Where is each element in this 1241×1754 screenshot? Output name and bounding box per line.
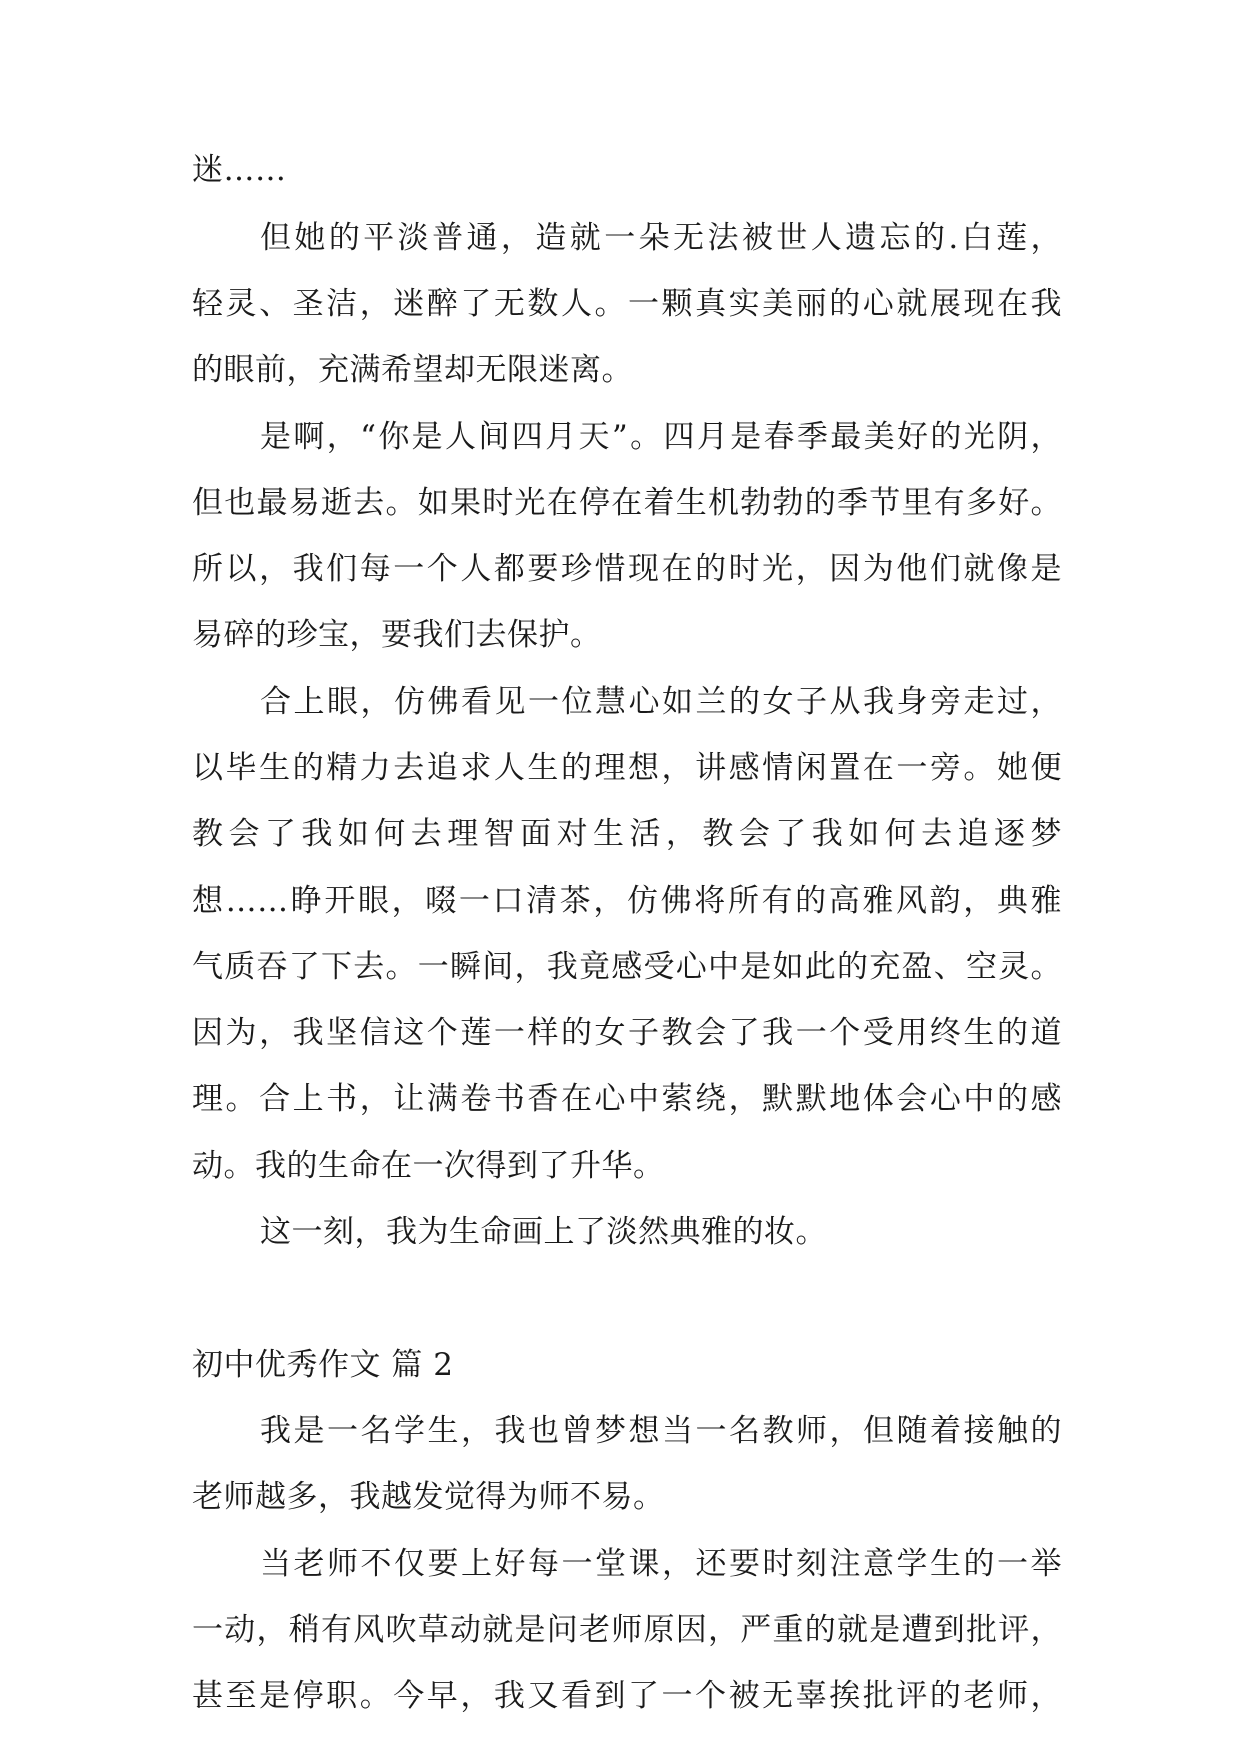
text-line: 因为，我坚信这个莲一样的女子教会了我一个受用终生的道 — [192, 1015, 1062, 1051]
text-line: 但也最易逝去。如果时光在停在着生机勃勃的季节里有多好。 — [192, 485, 1062, 521]
text-line: 我是一名学生，我也曾梦想当一名教师，但随着接触的 — [260, 1413, 1062, 1449]
text-line: 但她的平淡普通，造就一朵无法被世人遗忘的.白莲， — [260, 220, 1062, 256]
text-line: 迷…… — [192, 152, 287, 188]
text-line: 是啊，“你是人间四月天”。四月是春季最美好的光阴， — [260, 419, 1062, 455]
text-line: 想……睁开眼，啜一口清茶，仿佛将所有的高雅风韵，典雅 — [192, 883, 1062, 919]
text-line: 甚至是停职。今早，我又看到了一个被无辜挨批评的老师， — [192, 1678, 1062, 1714]
section-heading: 初中优秀作文 篇 2 — [192, 1347, 454, 1383]
text-line: 一动，稍有风吹草动就是问老师原因，严重的就是遭到批评， — [192, 1612, 1062, 1648]
text-line: 理。合上书，让满卷书香在心中萦绕，默默地体会心中的感 — [192, 1081, 1062, 1117]
text-line: 这一刻，我为生命画上了淡然典雅的妆。 — [260, 1214, 827, 1250]
text-line: 教会了我如何去理智面对生活，教会了我如何去追逐梦 — [192, 816, 1062, 852]
text-line: 以毕生的精力去追求人生的理想，讲感情闲置在一旁。她便 — [192, 750, 1062, 786]
text-line: 气质吞了下去。一瞬间，我竟感受心中是如此的充盈、空灵。 — [192, 949, 1062, 985]
text-line: 合上眼，仿佛看见一位慧心如兰的女子从我身旁走过， — [260, 684, 1062, 720]
text-line: 的眼前，充满希望却无限迷离。 — [192, 352, 633, 388]
text-line: 易碎的珍宝，要我们去保护。 — [192, 617, 602, 653]
text-line: 当老师不仅要上好每一堂课，还要时刻注意学生的一举 — [260, 1546, 1062, 1582]
text-line: 老师越多，我越发觉得为师不易。 — [192, 1479, 665, 1515]
text-line: 动。我的生命在一次得到了升华。 — [192, 1148, 665, 1184]
text-line: 所以，我们每一个人都要珍惜现在的时光，因为他们就像是 — [192, 551, 1062, 587]
text-line: 轻灵、圣洁，迷醉了无数人。一颗真实美丽的心就展现在我 — [192, 286, 1062, 322]
